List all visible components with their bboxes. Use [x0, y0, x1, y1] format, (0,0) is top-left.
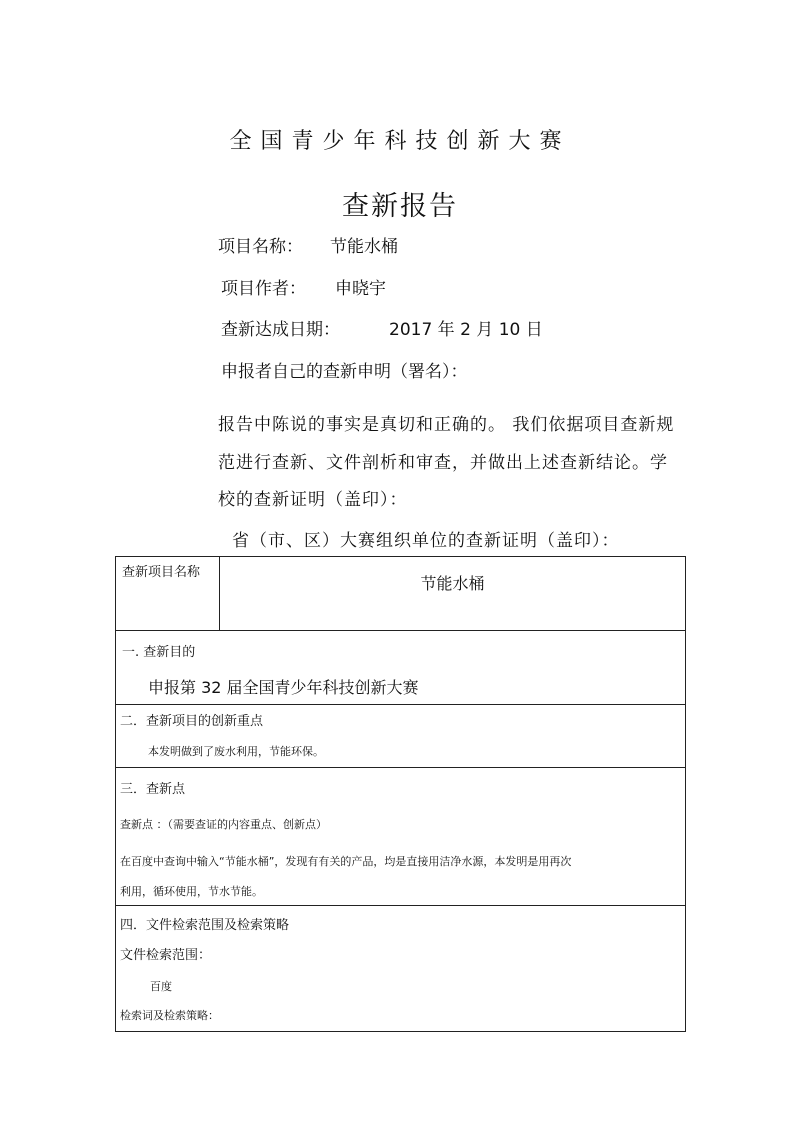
table-project-name-label: 查新项目名称 — [116, 557, 220, 631]
project-name-value: 节能水桶 — [330, 237, 398, 257]
section-innovation-heading: 二．查新项目的创新重点 — [120, 714, 264, 729]
statement-line-2: 范进行查新、文件剖析和审查，并做出上述查新结论。学 — [218, 453, 668, 473]
section-purpose-heading: 一. 查新目的 — [122, 645, 196, 660]
section-purpose — [116, 631, 686, 705]
provincial-certification-line: 省（市、区）大赛组织单位的查新证明（盖印）： — [232, 531, 620, 551]
author-row — [221, 274, 386, 299]
search-range-value: 百度 — [150, 980, 172, 993]
section-search-scope — [116, 906, 686, 1032]
author-label: 项目作者： — [221, 279, 306, 299]
search-strategy-label: 检索词及检索策略： — [120, 1009, 219, 1022]
search-range-label: 文件检索范围： — [120, 948, 212, 963]
project-name-row — [218, 232, 398, 257]
document-subtitle: 查新报告 — [342, 191, 458, 222]
date-label: 查新达成日期： — [221, 320, 340, 340]
report-table — [115, 556, 686, 1032]
author-value: 申晓宇 — [335, 279, 386, 299]
section-purpose-body: 申报第 32 届全国青少年科技创新大赛 — [148, 678, 419, 697]
project-name-table-row — [116, 557, 686, 631]
section-check-points-heading: 三．查新点 — [120, 782, 186, 797]
section-check-points-line-3: 利用，循环使用，节水节能。 — [120, 885, 263, 898]
section-check-points-line-1: 查新点 ：（需要查证的内容重点、创新点） — [120, 818, 327, 831]
table-project-name-value: 节能水桶 — [220, 557, 686, 631]
section-check-points — [116, 768, 686, 906]
date-row — [221, 315, 543, 340]
statement-line-1: 报告中陈说的事实是真切和正确的。 我们依据项目查新规 — [218, 415, 675, 435]
section-innovation-body: 本发明做到了废水利用，节能环保。 — [148, 745, 324, 758]
document-title: 全国青少年科技创新大赛 — [229, 129, 571, 154]
section-search-scope-heading: 四．文件检索范围及检索策略 — [120, 918, 290, 933]
date-value: 2017 年 2 月 10 日 — [389, 320, 543, 340]
statement-line-3: 校的查新证明（盖印）： — [218, 490, 408, 510]
section-check-points-line-2: 在百度中查询中输入“节能水桶”，发现有有关的产品，均是直接用洁净水源，本发明是用再次 — [120, 855, 572, 868]
project-name-label: 项目名称： — [218, 237, 303, 257]
declaration-line: 申报者自己的查新申明（署名）： — [221, 362, 468, 382]
section-innovation — [116, 705, 686, 768]
